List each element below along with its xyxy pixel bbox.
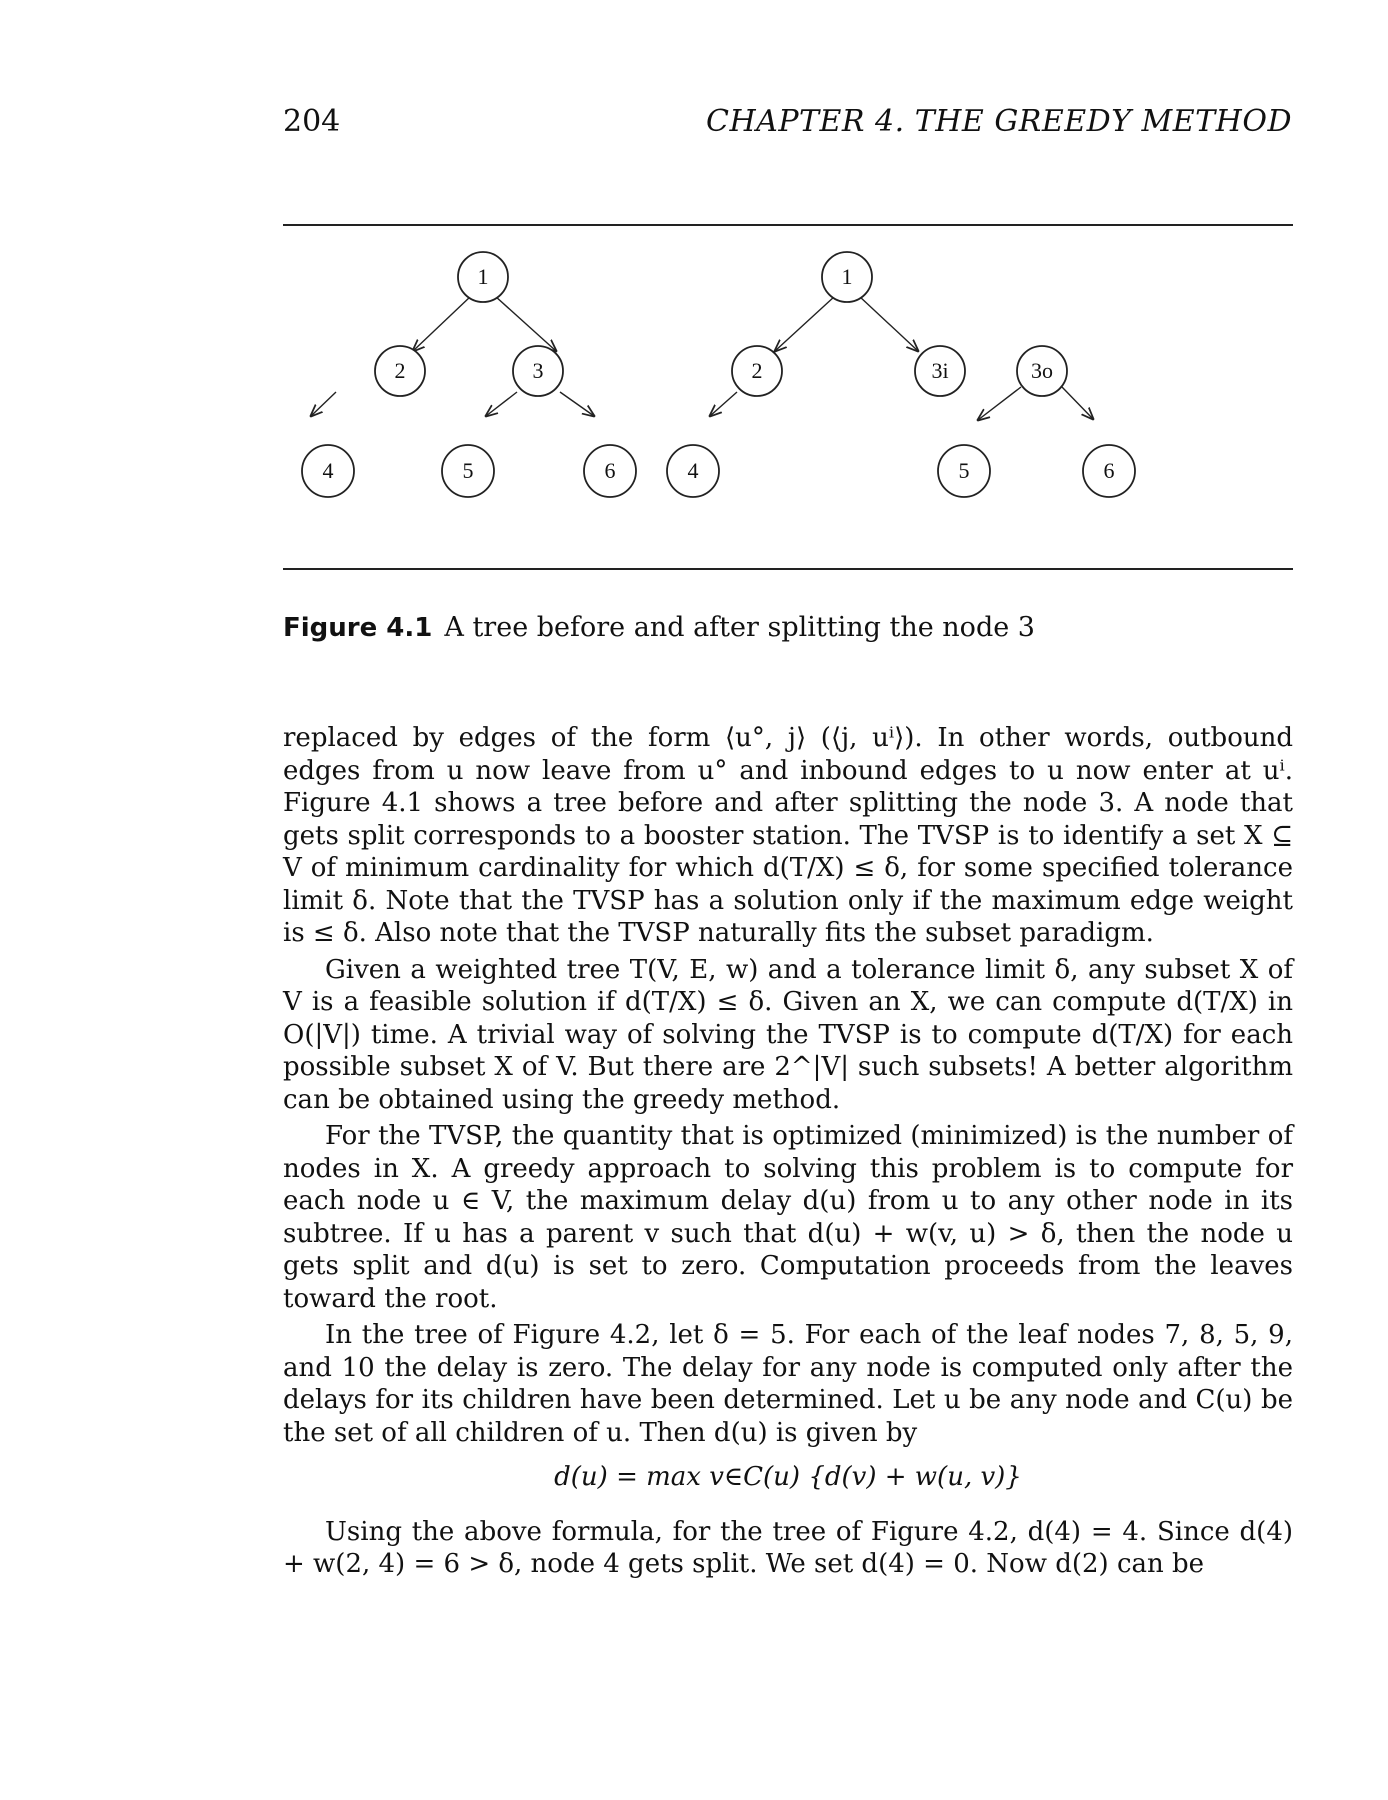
tree-node	[667, 445, 719, 497]
edge-r-1-2	[775, 296, 835, 351]
svg-text:6: 6	[1103, 458, 1115, 483]
edge-r-3o-5	[978, 387, 1021, 420]
figure-label: Figure 4.1	[283, 613, 433, 643]
page-number: 204	[283, 104, 341, 139]
tree-node	[375, 346, 425, 396]
paragraph: Given a weighted tree T(V, E, w) and a tolerance limit δ, any subset X of V is a feasible solution if d(T/X) ≤ δ. Given an X, we can compute d(T/X) in O(|V|) time. A trivial way of solving the TVSP is to compute d(T/X) for each possible subset X of V. But there are 2^|V| such subsets! A better algorithm can be obtained using the greedy method.	[283, 954, 1293, 1115]
edge-3-6	[560, 392, 594, 416]
svg-text:4: 4	[322, 458, 334, 483]
tree-node	[302, 445, 354, 497]
paragraph: Using the above formula, for the tree of Figure 4.2, d(4) = 4. Since d(4) + w(2, 4) = 6 > δ, node 4 gets split. We set d(4) = 0. Now d(2) can be	[283, 1516, 1293, 1579]
figure-4-1-trees	[283, 226, 1293, 566]
tree-node	[584, 445, 636, 497]
edge-3-5	[486, 392, 517, 416]
svg-text:4: 4	[687, 458, 699, 483]
delay-formula: d(u) = max v∈C(u) {d(v) + w(u, v)}	[554, 1462, 1022, 1492]
svg-text:5: 5	[462, 458, 474, 483]
svg-text:2: 2	[751, 358, 763, 383]
chapter-header: CHAPTER 4. THE GREEDY METHOD	[706, 104, 1292, 139]
tree-node	[458, 252, 508, 302]
tree-node	[822, 252, 872, 302]
paragraph: In the tree of Figure 4.2, let δ = 5. For each of the leaf nodes 7, 8, 5, 9, and 10 the delay is zero. The delay for any node is computed only after the delays for its children have been determined. Let u be any node and C(u) be the set of all children of u. Then d(u) is given by	[283, 1320, 1293, 1448]
tree-node-split-in	[915, 346, 965, 396]
paragraph: replaced by edges of the form ⟨u°, j⟩ (⟨j, uⁱ⟩). In other words, outbound edges from u now leave from u° and inbound edges to u now enter at uⁱ. Figure 4.1 shows a tree before and after splitting the node 3. A node that gets split corresponds to a booster station. The TVSP is to identify a set X ⊆ V of minimum cardinality for which d(T/X) ≤ δ, for some specified tolerance limit δ. Note that the TVSP has a solution only if the maximum edge weight is ≤ δ. Also note that the TVSP naturally fits the subset paradigm.	[283, 723, 1293, 948]
tree-node	[513, 346, 563, 396]
svg-text:1: 1	[841, 264, 853, 289]
svg-text:1: 1	[477, 264, 489, 289]
figure-caption	[283, 612, 1035, 643]
figure-caption-text: A tree before and after splitting the node 3	[444, 612, 1035, 643]
edge-r-3o-6	[1062, 387, 1093, 419]
edge-1-3	[495, 296, 556, 351]
tree-node	[938, 445, 990, 497]
tree-node	[1083, 445, 1135, 497]
tree-node	[442, 445, 494, 497]
svg-text:3i: 3i	[931, 358, 949, 383]
edge-r-2-4	[710, 392, 737, 416]
svg-text:3o: 3o	[1031, 358, 1053, 383]
svg-text:6: 6	[604, 458, 616, 483]
svg-text:5: 5	[958, 458, 970, 483]
edge-1-2	[413, 296, 471, 351]
svg-text:3: 3	[532, 358, 544, 383]
edge-2-4	[311, 392, 336, 416]
tree-node	[732, 346, 782, 396]
tree-node-split-out	[1017, 346, 1067, 396]
body-text	[283, 722, 1293, 1581]
paragraph: For the TVSP, the quantity that is optimized (minimized) is the number of nodes in X. A greedy approach to solving this problem is to compute for each node u ∈ V, the maximum delay d(u) from u to any other node in its subtree. If u has a parent v such that d(u) + w(v, u) > δ, then the node u gets split and d(u) is set to zero. Computation proceeds from the leaves toward the root.	[283, 1121, 1293, 1314]
figure-bottom-rule	[283, 568, 1293, 570]
svg-text:2: 2	[394, 358, 406, 383]
edge-r-1-3i	[859, 296, 918, 351]
